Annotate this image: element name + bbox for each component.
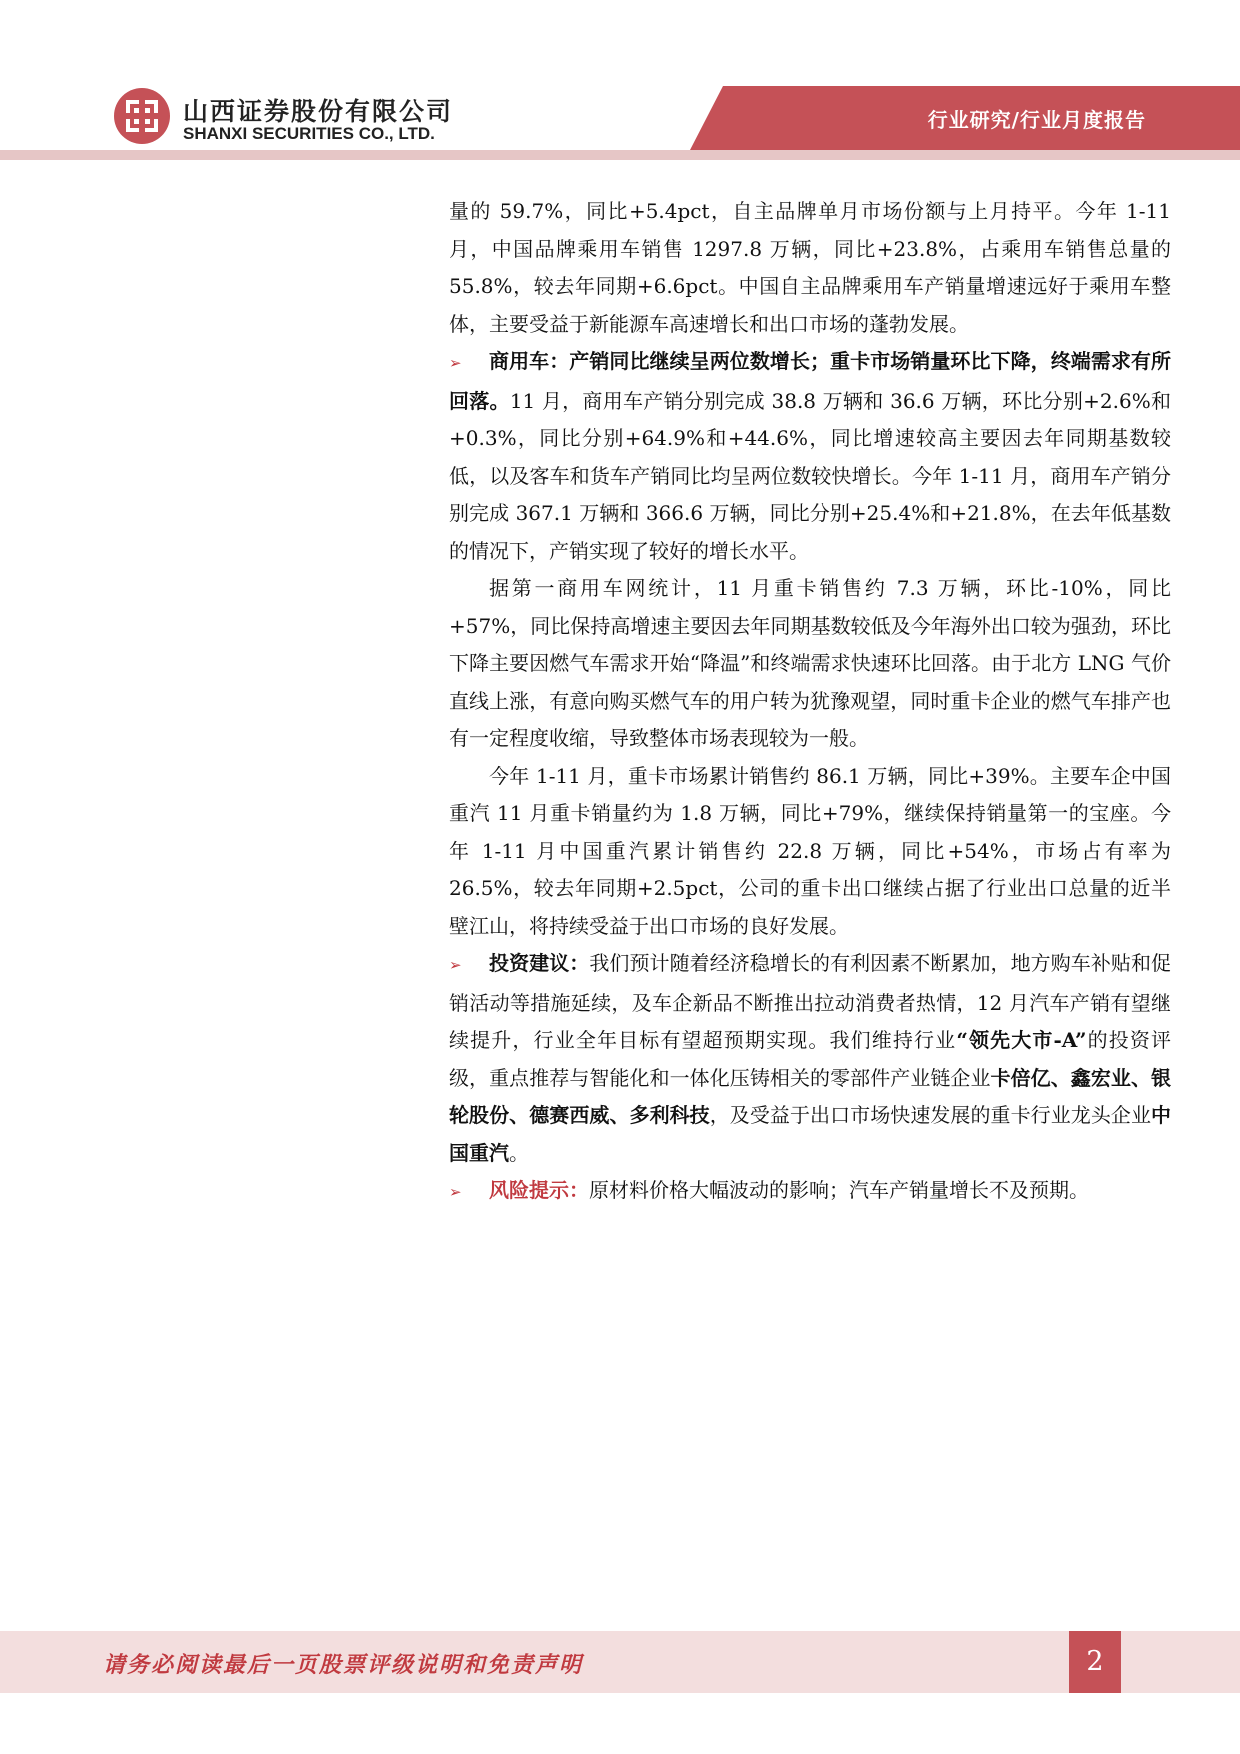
bullet-text: 的投资评级，重点推荐与智能化和一体化压铸相关的零部件产业链企业 — [449, 1028, 1172, 1090]
recommended-stocks: 卡倍亿、鑫宏业、银轮股份、德赛西威、多利科技 — [449, 1065, 1172, 1127]
bullet-commercial-vehicle — [449, 343, 1171, 570]
paragraph-brand-share: 量的 59.7%，同比+5.4pct，自主品牌单月市场份额与上月持平。今年 1-11 月，中国品牌乘用车销售 1297.8 万辆，同比+23.8%，占乘用车销售总量的 55.8%，较去年同期+6.6pct。中国自主品牌乘用车产销量增速远好于乘用车整体，主要受益于新能源车高速增长和出口市场的蓬勃发展。 — [449, 199, 1171, 336]
report-body — [449, 193, 1171, 1212]
paragraph-heavy-truck-ytd: 今年 1-11 月，重卡市场累计销售约 86.1 万辆，同比+39%。主要车企中国重汽 11 月重卡销量约为 1.8 万辆，同比+79%，继续保持销量第一的宝座。今年 1-11 月中国重汽累计销售约 22.8 万辆，同比+54%，市场占有率为 26.5%，较去年同期+2.5pct，公司的重卡出口继续占据了行业出口总量的近半壁江山，将持续受益于出口市场的良好发展。 — [449, 763, 1171, 938]
bullet-text: 。 — [509, 1140, 529, 1165]
bullet-text: ，及受益于出口市场快速发展的重卡行业龙头企业 — [709, 1103, 1152, 1127]
bullet-arrow-icon: ➢ — [449, 354, 462, 372]
company-name-cn: 山西证券股份有限公司 — [183, 97, 454, 126]
rating-text: “领先大市-A” — [956, 1028, 1087, 1052]
bullet-investment-advice — [449, 945, 1171, 1172]
page-number: 2 — [1069, 1631, 1121, 1693]
bullet-arrow-icon: ➢ — [449, 956, 462, 974]
header-divider — [0, 150, 1240, 160]
report-type-tag: 行业研究/行业月度报告 — [927, 108, 1146, 132]
bullet-text: 11 月，商用车产销分别完成 38.8 万辆和 36.6 万辆，环比分别+2.6%和+0.3%，同比分别+64.9%和+44.6%，同比增速较高主要因去年同期基数较低，以及客车和货车产销同比均呈两位数较快增长。今年 1-11 月，商用车产销分别完成 367.1 万辆和 366.6 万辆，同比分别+25.4%和+21.8%，在去年低基数的情况下，产销实现了较好的增长水平。 — [449, 388, 1171, 563]
company-name-en: SHANXI SECURITIES CO., LTD. — [183, 124, 435, 143]
company-logo-icon — [112, 86, 172, 146]
recommended-stock-leader: 中国重汽 — [449, 1103, 1172, 1165]
bullet-risk-warning — [449, 1172, 1171, 1212]
bullet-heading: 商用车：产销同比继续呈两位数增长；重卡市场销量环比下降，终端需求有所回落。 — [449, 349, 1171, 413]
paragraph-heavy-truck-monthly: 据第一商用车网统计，11 月重卡销售约 7.3 万辆，环比-10%，同比+57%，同比保持高增速主要因去年同期基数较低及今年海外出口较为强劲，环比下降主要因燃气车需求开始“降温”和终端需求快速环比回落。由于北方 LNG 气价直线上涨，有意向购买燃气车的用户转为犹豫观望，同时重卡企业的燃气车排产也有一定程度收缩，导致整体市场表现较为一般。 — [449, 576, 1171, 750]
bullet-arrow-icon: ➢ — [449, 1183, 462, 1201]
bullet-heading: 投资建议： — [489, 951, 590, 975]
footer-disclaimer: 请务必阅读最后一页股票评级说明和免责声明 — [103, 1652, 584, 1678]
page-header — [0, 0, 1240, 160]
risk-text: 原材料价格大幅波动的影响；汽车产销量增长不及预期。 — [589, 1178, 1089, 1202]
risk-heading: 风险提示： — [489, 1178, 589, 1202]
bullet-text: 我们预计随着经济稳增长的有利因素不断累加，地方购车补贴和促销活动等措施延续，及车企新品不断推出拉动消费者热情，12 月汽车产销有望继续提升，行业全年目标有望超预期实现。我们维持行业 — [449, 951, 1172, 1052]
